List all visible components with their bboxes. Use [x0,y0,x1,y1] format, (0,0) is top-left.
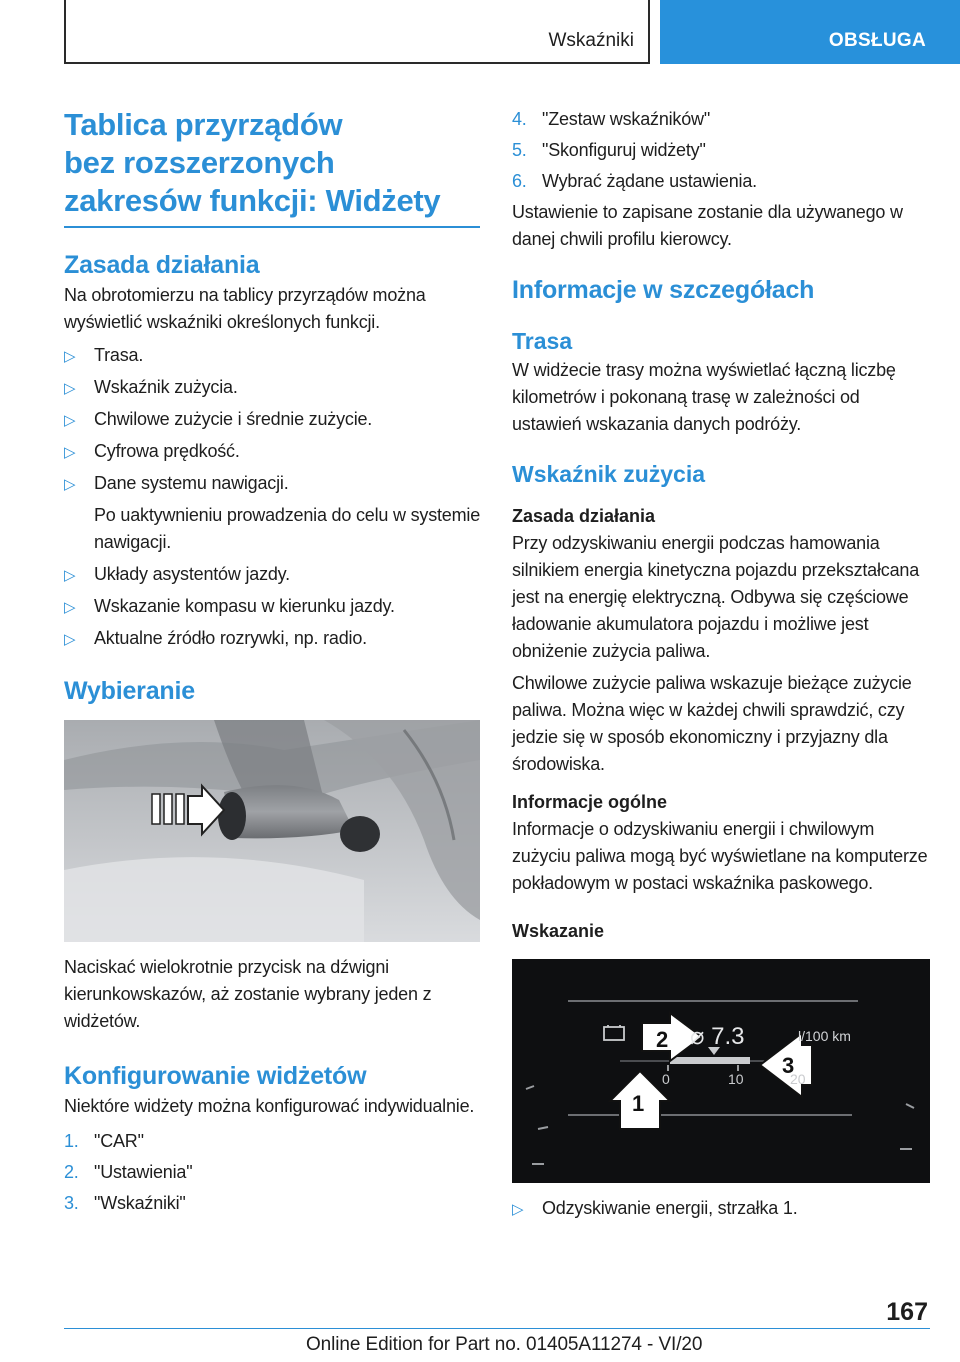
select-text: Naciskać wielokrotnie przycisk na dźwigni kierunkowskazów, aż zostanie wybrany jeden z widżetów. [64,957,432,1031]
page-header [0,0,960,64]
turn-signal-lever-photo [64,720,480,942]
display-bullets [512,1195,930,1222]
route-text: W widżecie trasy można wyświetlać łączną liczbę kilometrów i pokonaną trasę w zależności od ustawień wskazania danych podróży. [512,360,896,434]
triangle-bullet-icon: ▷ [64,567,76,584]
config-heading: Konfigurowanie widżetów [64,1062,367,1090]
battery-icon [604,1027,624,1040]
triangle-bullet-icon: ▷ [64,348,76,365]
title-line-1: Tablica przyrządów [64,107,343,142]
list-item: ▷ Wskaźnik zużycia. [64,374,480,401]
navigation-note: Po uaktywnieniu prowadzenia do celu w systemie nawigacji. [94,505,481,552]
page-number: 167 [886,1298,928,1326]
list-item: 4. "Zestaw wskaźników" [512,109,711,129]
right-column [512,106,930,1222]
list-item: ▷ Układy asystentów jazdy. [64,561,480,588]
list-item: 1. "CAR" [64,1131,144,1151]
principle-heading: Zasada działania [64,251,260,279]
consumption-heading: Wskaźnik zużycia [512,461,706,487]
triangle-bullet-icon: ▷ [64,444,76,461]
lever-illustration [64,720,480,942]
list-item: ▷ Wskazanie kompasu w kierunku jazdy. [64,593,480,620]
list-item: 5. "Skonfiguruj widżety" [512,140,706,160]
tick-label: 20 [790,1071,806,1087]
config-steps [64,1128,480,1217]
principle-intro: Na obrotomierzu na tablicy przyrządów można wyświetlić wskaźniki określonych funkcji. [64,285,426,332]
list-item: ▷ Odzyskiwanie energii, strzałka 1. [512,1195,930,1222]
route-heading: Trasa [512,328,573,354]
consumption-principle-heading: Zasada działania [512,506,656,526]
marker-2-label: 2 [656,1027,669,1052]
triangle-bullet-icon: ▷ [64,380,76,397]
list-item: ▷ Chwilowe zużycie i średnie zużycie. [64,406,480,433]
header-chapter-label: OBSŁUGA [828,30,926,51]
page-title [64,106,480,228]
title-line-3: zakresów funkcji: Widżety [64,183,441,218]
list-item: ▷ Trasa. [64,342,480,369]
config-text: Niektóre widżety można konfigurować indywidualnie. [64,1096,475,1116]
general-info-text: Informacje o odzyskiwaniu energii i chwilowym zużyciu paliwa mogą być wyświetlane na komputerze pokładowym w postaci wskaźnika paskowego. [512,819,928,893]
marker-3-label: 3 [782,1053,795,1078]
header-section-label: Wskaźniki [548,30,634,51]
consumption-unit: l/100 km [798,1028,851,1044]
consumption-display-cluster [512,959,930,1183]
marker-1-label: 1 [632,1091,645,1116]
triangle-bullet-icon: ▷ [64,631,76,648]
header-section-box [64,0,650,64]
saved-note: Ustawienie to zapisane zostanie dla używanego w danej chwili profilu kierowcy. [512,202,903,249]
current-consumption-text: Chwilowe zużycie paliwa wskazuje bieżące zużycie paliwa. Można więc w każdej chwili sprawdzić, czy jedzie się w sposób ekonomiczny i przyjazny dla środowiska. [512,673,912,774]
list-item: ▷ Aktualne źródło rozrywki, np. radio. [64,625,480,652]
edition-note: Online Edition for Part no. 01405A11274 - VI/20 [306,1334,703,1355]
consumption-value: ⌀ 7.3 [690,1023,745,1050]
select-heading: Wybieranie [64,677,195,705]
list-item: 2. "Ustawienia" [64,1162,193,1182]
left-column [64,106,480,1217]
header-chapter-tab[interactable] [660,0,960,64]
triangle-bullet-icon: ▷ [64,476,76,493]
list-item: ▷ Cyfrowa prędkość. [64,438,480,465]
list-item: 3. "Wskaźniki" [64,1193,186,1213]
display-heading: Wskazanie [512,921,605,941]
triangle-bullet-icon: ▷ [64,412,76,429]
list-item: 6. Wybrać żądane ustawienia. [512,171,757,191]
triangle-bullet-icon: ▷ [512,1201,524,1218]
config-steps-continued [512,106,930,195]
tick-label: 0 [662,1071,670,1087]
details-heading: Informacje w szczegółach [512,276,815,304]
cluster-illustration [512,959,930,1183]
widget-list [64,342,480,497]
widget-list-continued [64,561,480,652]
footer-divider [64,1328,930,1329]
title-line-2: bez rozszerzonych [64,145,335,180]
consumption-principle-text: Przy odzyskiwaniu energii podczas hamowania silnikiem energia kinetyczna pojazdu przekształcana jest na energię elektryczną. Odbywa się częściowe ładowanie akumulatora pojazdu i możliwe jest obniżenie zużycia paliwa. [512,533,920,661]
tick-label: 10 [728,1071,744,1087]
list-item: ▷ Dane systemu nawigacji. [64,470,480,497]
general-info-heading: Informacje ogólne [512,792,668,812]
triangle-bullet-icon: ▷ [64,599,76,616]
